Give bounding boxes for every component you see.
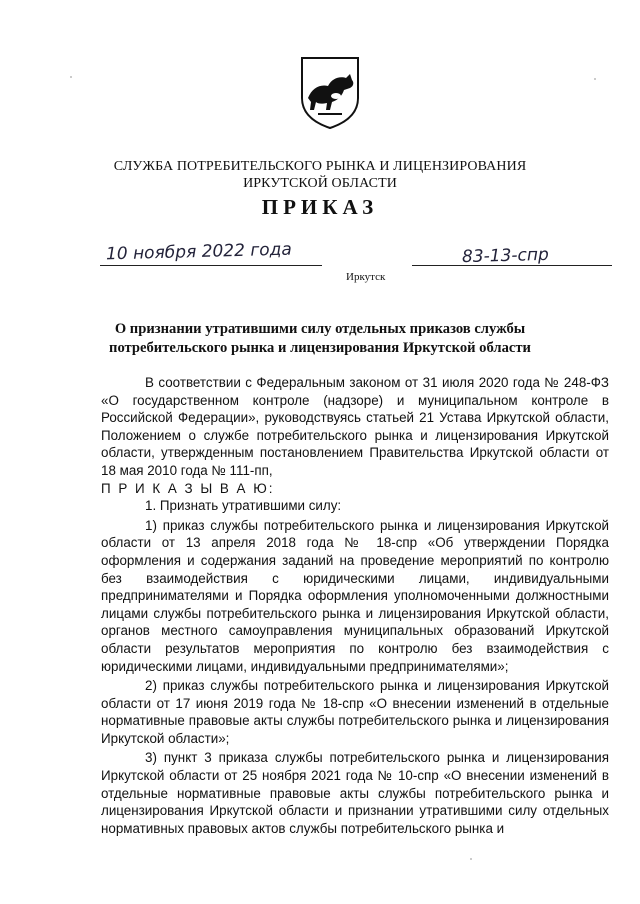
number-underline: [412, 265, 612, 266]
subpoint-1: 1) приказ службы потребительского рынка и лицензирования Иркутской области от 13 апреля 2018 года № 18-спр «Об утверждении Порядка оформления и содержания заданий на проведение мероприятий по контролю без взаимодействия с юридическими лицами, индивидуальными предпринимателями и Порядка оформления уполномоченными должностными лицами службы потребительского рынка и лицензирования Иркутской области, органов местного самоуправления муниципальных образований Иркутской области результатов мероприятия по контролю без взаимодействия с юридическими лицами, индивидуальными предпринимателями»;: [101, 517, 609, 674]
agency-name: [0, 158, 640, 192]
scan-speck: [594, 78, 596, 80]
order-subject-line2: потребительского рынка и лицензирования Иркутской области: [109, 340, 531, 356]
agency-name-line2: ИРКУТСКОЙ ОБЛАСТИ: [243, 176, 397, 191]
scan-speck: [70, 76, 72, 78]
order-subject-line1: О признании утратившими силу отдельных приказов службы: [114, 321, 526, 337]
coat-of-arms-icon: [298, 54, 362, 130]
preamble-paragraph: В соответствии с Федеральным законом от 31 июля 2020 года № 248-ФЗ «О государственном контроле (надзоре) и муниципальном контроле в Российской Федерации», руководствуясь статьей 21 Устава Иркутской области, Положением о службе потребительского рынка и лицензирования Иркутской области, утвержденным постановлением Правительства Иркутской области от 18 мая 2010 года № 111-пп,: [101, 375, 609, 478]
date-number-row: [0, 232, 640, 282]
handwritten-order-number: 83-13-спр: [461, 244, 550, 268]
agency-name-line1: СЛУЖБА ПОТРЕБИТЕЛЬСКОГО РЫНКА И ЛИЦЕНЗИРОВАНИЯ: [113, 159, 527, 174]
place-of-issue: Иркутск: [346, 271, 386, 283]
order-body: [101, 374, 609, 839]
scan-speck: [470, 858, 472, 860]
document-type-title: ПРИКАЗ: [261, 195, 379, 219]
subpoint-2: 2) приказ службы потребительского рынка и лицензирования Иркутской области от 17 июня 2019 года № 18-спр «О внесении изменений в отдельные нормативные правовые акты службы потребительского рынка и лицензирования Иркутской области»;: [101, 678, 609, 746]
handwritten-date: 10 ноября 2022 года: [105, 239, 293, 265]
point-1: 1. Признать утратившими силу:: [145, 498, 342, 514]
order-subject: [0, 320, 640, 358]
subpoint-3: 3) пункт 3 приказа службы потребительского рынка и лицензирования Иркутской области от 25 ноября 2021 года № 10-спр «О внесении изменений в отдельные нормативные правовые акты службы потребительского рынка и лицензирования Иркутской области и признании утратившими силу отдельных нормативных правовых актов службы потребительского рынка и: [101, 750, 609, 836]
orders-heading: П Р И К А З Ы В А Ю:: [101, 480, 275, 496]
date-underline: [100, 265, 322, 266]
